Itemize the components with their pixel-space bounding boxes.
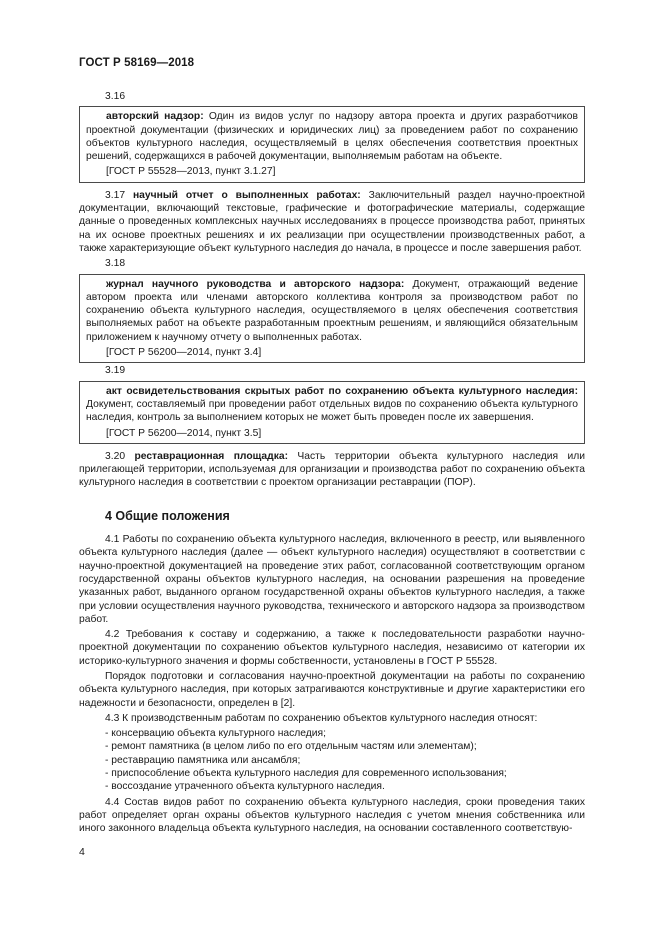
definition-box-3-16 (79, 106, 585, 182)
definition-body: Часть территории объекта культурного наследия или прилегающей территории, используемая для организации и производства работ по сохранению объекта культурного наследия в соответствии с проектом организации реставрации (ПОР). (79, 450, 585, 489)
document-header: ГОСТ Р 58169—2018 (79, 57, 195, 69)
list-item: - приспособление объекта культурного наследия для современного использования; (79, 767, 585, 780)
definition-text-3-20 (79, 450, 585, 490)
section-title: 4 Общие положения (105, 508, 230, 523)
definition-body: Документ, составляемый при проведении работ отдельных видов по сохранению объекта культурного наследия, контроль за выполнением которых не может быть проведен после их завершения. (86, 398, 578, 424)
definition-text-3-18 (86, 278, 578, 344)
term-hidden-works-act: акт освидетельствования скрытых работ по сохранению объекта культурного наследия: (106, 385, 578, 397)
definition-body: Заключительный раздел научно-проектной документации, включающий текстовые, графические и фотографические материалы, содержащие данные о проведенных комплексных научных исследованиях в процессе производства работ, принятых на их основе проектных решениях и их реализации при осуществлении производственных работ, а также характеризующие объект культурного наследия до начала, в процессе и после завершения работ. (79, 189, 585, 254)
definition-text-3-16 (86, 110, 578, 163)
definition-number-3-16: 3.16 (105, 91, 126, 102)
works-list (79, 727, 585, 793)
document-body (79, 90, 585, 838)
definition-box-3-19 (79, 381, 585, 444)
definition-number-3-17: 3.17 (105, 189, 133, 201)
paragraph-4-3: 4.3 К производственным работам по сохранению объектов культурного наследия относят: (105, 712, 538, 724)
definition-text-3-17 (79, 189, 585, 255)
definition-source: [ГОСТ Р 55528—2013, пункт 3.1.27] (106, 166, 276, 178)
definition-number-3-18: 3.18 (105, 258, 126, 270)
paragraph-4-4: 4.4 Состав видов работ по сохранению объекта культурного наследия, сроки проведения таких работ определяет орган охраны объектов культурного наследия с учетом мнения собственника или иного законного владельца объекта культурного наследия, на основании составленного соответствую- (79, 796, 585, 835)
definition-source: [ГОСТ Р 56200—2014, пункт 3.5] (106, 427, 262, 439)
paragraph-4-1: 4.1 Работы по сохранению объекта культурного наследия, включенного в реестр, или выявленного объекта культурного наследия (далее — объект культурного наследия) осуществляют в соответствии с научно-проектной документацией на проведение этих работ, согласованной соответствующим органом государственной охраны объектов культурного наследия, на основании разрешения на проведение указанных работ, выданного органом государственной охраны объектов культурного наследия, а также при условии осуществления научного руководства, технического и авторского надзора за производством работ. (79, 534, 585, 625)
definition-body: Документ, отражающий ведение автором проекта или членами авторского коллектива контроля за производством работ по сохранению объекта культурного наследия, осуществляемого в целях обеспечения соответствия выполняемых работ на объекте разработанным проектным решениям, и являющийся обязательным приложением к научному отчету о выполненных работах. (86, 278, 578, 343)
definition-box-3-18 (79, 274, 585, 364)
definition-number-3-20: 3.20 (105, 450, 135, 462)
paragraph-4-2: 4.2 Требования к составу и содержанию, а также к последовательности разработки научно-проектной документации по сохранению объектов культурного наследия, независимо от категории их историко-культурного значения и формы собственности, установлены в ГОСТ Р 55528. (79, 629, 585, 667)
definition-body: Один из видов услуг по надзору автора проекта и других разработчиков проектной документации (физических и юридических лиц) за проведением работ по сохранению объектов культурного наследия, осуществляемый в целях обеспечения соответствия проектных решений, содержащихся в рабочей документации, выполняемым работам на объекте. (86, 111, 578, 163)
definition-text-3-19 (86, 385, 578, 425)
list-item: - ремонт памятника (в целом либо по его отдельным частям или элементам); (79, 740, 585, 753)
list-item: - консервацию объекта культурного наследия; (79, 727, 585, 740)
term-restoration-site: реставрационная площадка: (134, 450, 288, 462)
definition-source: [ГОСТ Р 56200—2014, пункт 3.4] (106, 347, 262, 359)
list-item: - реставрацию памятника или ансамбля; (79, 754, 585, 767)
paragraph-4-2-continued: Порядок подготовки и согласования научно-проектной документации на работы по сохранению объекта культурного наследия, при которых затрагиваются конструктивные и другие характеристики его надежности и безопасности, определен в [2]. (79, 670, 585, 709)
page-number: 4 (79, 846, 85, 858)
term-scientific-report: научный отчет о выполненных работах: (132, 189, 361, 201)
definition-number-3-19: 3.19 (105, 365, 126, 377)
term-supervision-log: журнал научного руководства и авторского надзора: (106, 278, 405, 290)
list-item: - воссоздание утраченного объекта культурного наследия. (79, 780, 585, 793)
term-author-supervision: авторский надзор: (106, 111, 204, 123)
